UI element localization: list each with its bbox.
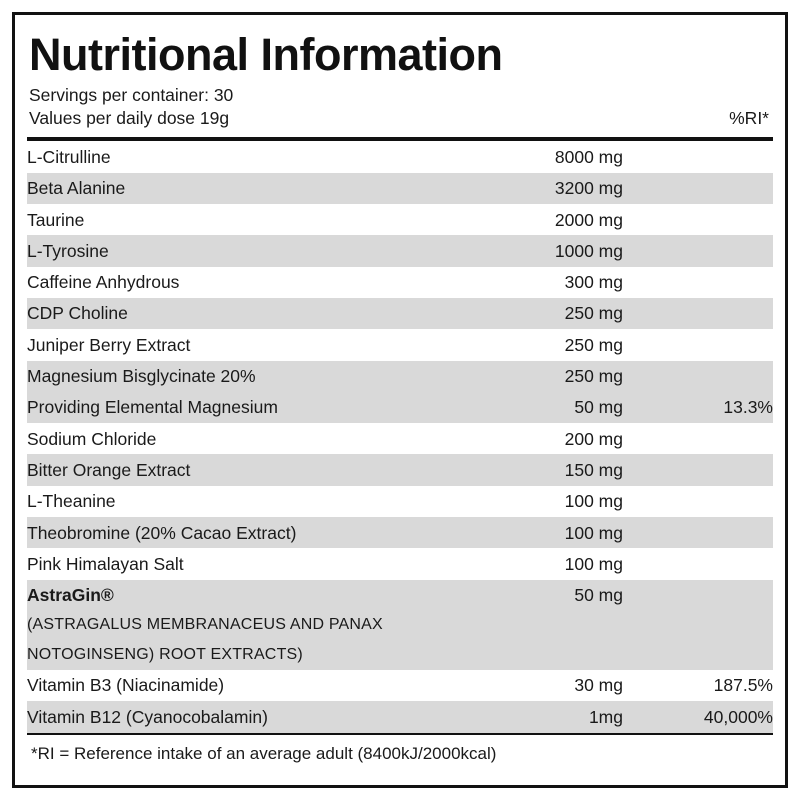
ingredient-amount: 1mg (443, 701, 623, 732)
table-row (27, 173, 773, 204)
table-row (27, 640, 773, 670)
ingredient-name: AstraGin® (27, 580, 443, 611)
ingredient-ri: 187.5% (623, 670, 773, 701)
ingredient-amount (443, 640, 623, 670)
ingredient-name: Taurine (27, 204, 443, 235)
ingredient-amount: 300 mg (443, 267, 623, 298)
ingredient-amount: 1000 mg (443, 235, 623, 266)
ingredient-amount: 250 mg (443, 329, 623, 360)
ingredient-amount: 250 mg (443, 298, 623, 329)
table-row (27, 235, 773, 266)
serving-info (29, 84, 773, 130)
ingredient-name: Providing Elemental Magnesium (27, 392, 443, 423)
ingredient-amount: 100 mg (443, 486, 623, 517)
footnote: *RI = Reference intake of an average adult (8400kJ/2000kcal) (27, 733, 773, 764)
ingredient-name: Bitter Orange Extract (27, 454, 443, 485)
ingredient-name: Sodium Chloride (27, 423, 443, 454)
ingredient-name: Caffeine Anhydrous (27, 267, 443, 298)
ingredient-ri (623, 454, 773, 485)
ri-column-header: %RI* (729, 108, 769, 129)
ingredient-name: Juniper Berry Extract (27, 329, 443, 360)
ingredient-amount: 30 mg (443, 670, 623, 701)
ingredient-amount: 50 mg (443, 580, 623, 611)
servings-per-container: Servings per container: 30 (29, 85, 234, 106)
ingredient-ri (623, 141, 773, 172)
ingredients-table (27, 141, 773, 732)
table-row (27, 329, 773, 360)
ingredient-amount: 250 mg (443, 361, 623, 392)
ingredient-ri (623, 423, 773, 454)
table-row (27, 423, 773, 454)
ingredient-name: CDP Choline (27, 298, 443, 329)
ingredient-ri: 13.3% (623, 392, 773, 423)
ingredient-ri (623, 580, 773, 611)
table-row (27, 392, 773, 423)
ingredient-name: L-Tyrosine (27, 235, 443, 266)
table-row (27, 517, 773, 548)
values-per-dose: Values per daily dose 19g (29, 108, 230, 129)
ingredient-ri (623, 486, 773, 517)
ingredient-ri (623, 517, 773, 548)
table-row (27, 611, 773, 641)
ingredient-amount: 200 mg (443, 423, 623, 454)
ingredient-amount: 3200 mg (443, 173, 623, 204)
ingredient-ri (623, 235, 773, 266)
ingredient-name: NOTOGINSENG) ROOT EXTRACTS) (27, 640, 443, 670)
ingredient-amount: 8000 mg (443, 141, 623, 172)
ingredient-name: L-Theanine (27, 486, 443, 517)
ingredient-amount: 100 mg (443, 517, 623, 548)
table-row (27, 361, 773, 392)
ingredient-ri (623, 640, 773, 670)
table-row (27, 670, 773, 701)
page-title: Nutritional Information (29, 29, 503, 80)
ingredients-table-body (27, 141, 773, 732)
table-row (27, 298, 773, 329)
nutrition-panel (12, 12, 788, 788)
ingredient-amount: 150 mg (443, 454, 623, 485)
ingredient-amount (443, 611, 623, 641)
ingredient-ri: 40,000% (623, 701, 773, 732)
table-row (27, 701, 773, 732)
ingredient-ri (623, 361, 773, 392)
table-row (27, 486, 773, 517)
ingredient-amount: 2000 mg (443, 204, 623, 235)
ingredient-name: Beta Alanine (27, 173, 443, 204)
table-row (27, 454, 773, 485)
ingredient-ri (623, 267, 773, 298)
table-row (27, 548, 773, 579)
ingredient-name: Magnesium Bisglycinate 20% (27, 361, 443, 392)
ingredient-name: L-Citrulline (27, 141, 443, 172)
ingredient-amount: 50 mg (443, 392, 623, 423)
ingredient-amount: 100 mg (443, 548, 623, 579)
ingredient-ri (623, 173, 773, 204)
ingredient-ri (623, 204, 773, 235)
ingredient-name: Theobromine (20% Cacao Extract) (27, 517, 443, 548)
table-row (27, 580, 773, 611)
ingredient-ri (623, 298, 773, 329)
table-row (27, 141, 773, 172)
table-row (27, 204, 773, 235)
ingredient-name: (ASTRAGALUS MEMBRANACEUS AND PANAX (27, 611, 443, 641)
ingredient-name: Pink Himalayan Salt (27, 548, 443, 579)
ingredient-ri (623, 329, 773, 360)
ingredient-ri (623, 548, 773, 579)
ingredient-ri (623, 611, 773, 641)
ingredient-name: Vitamin B12 (Cyanocobalamin) (27, 701, 443, 732)
table-row (27, 267, 773, 298)
ingredient-name: Vitamin B3 (Niacinamide) (27, 670, 443, 701)
